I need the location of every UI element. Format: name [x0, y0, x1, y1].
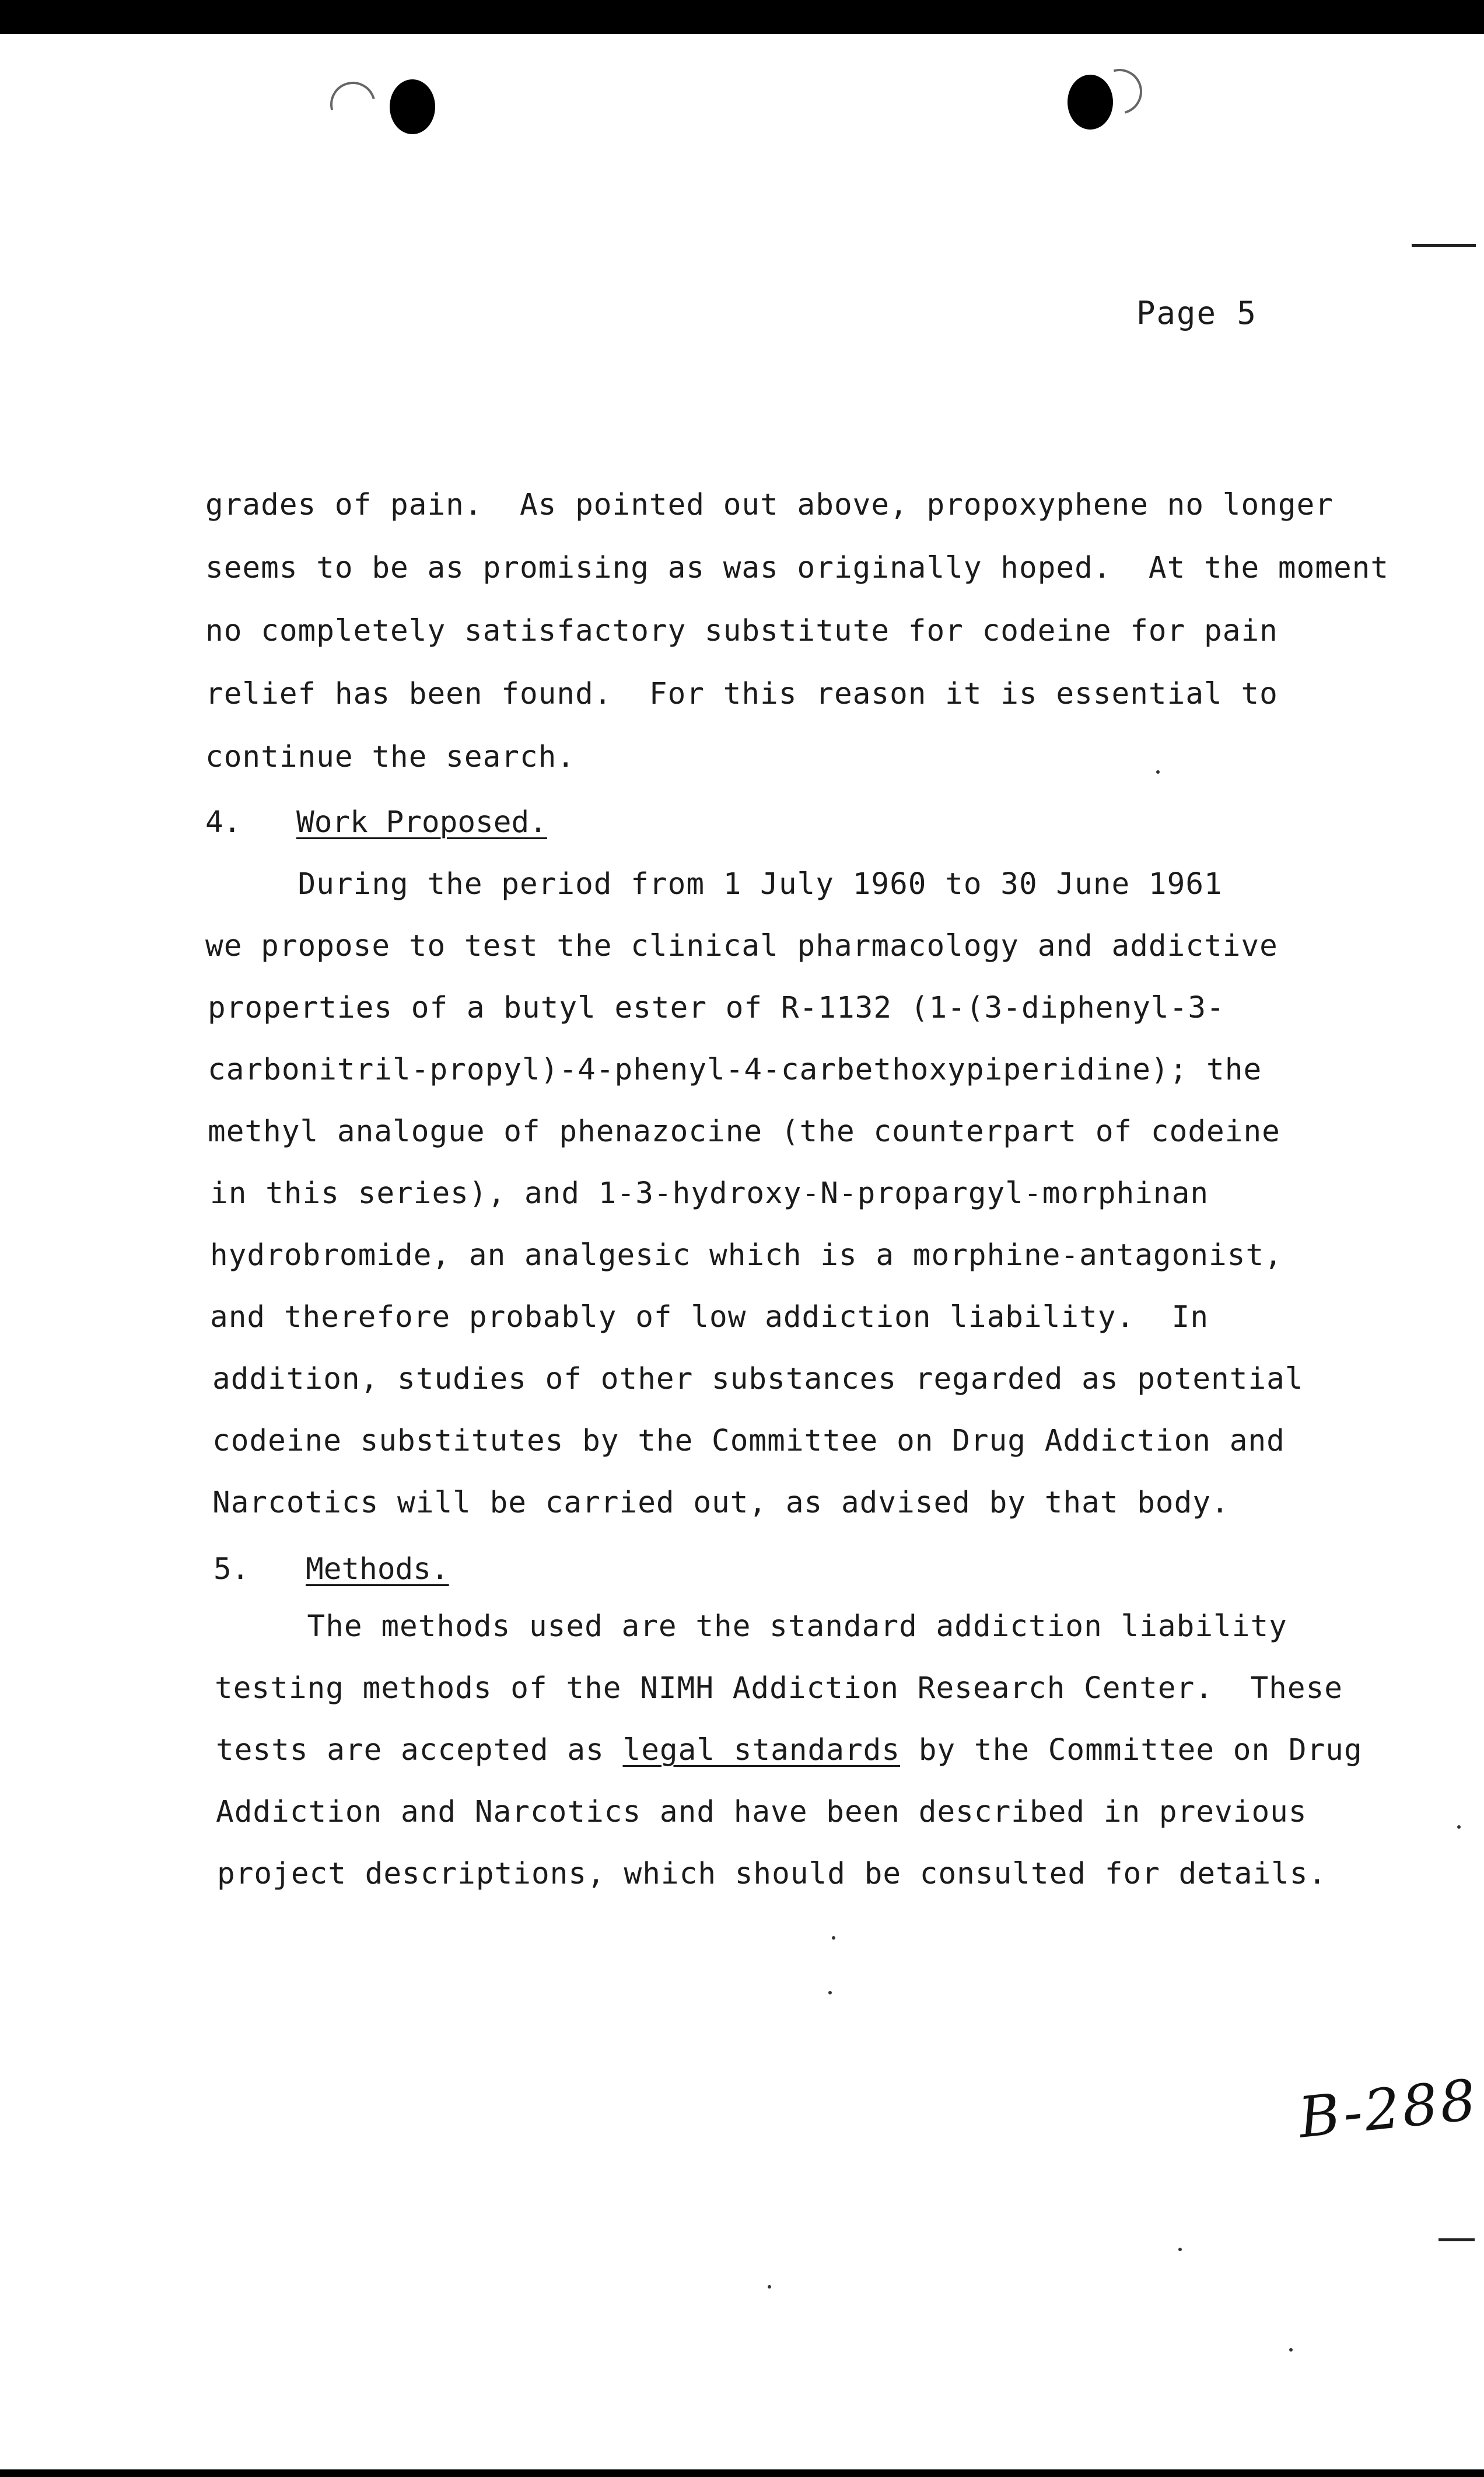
text-line: Addiction and Narcotics and have been described in previous	[216, 1795, 1307, 1829]
text-line: hydrobromide, an analgesic which is a morphine-antagonist,	[210, 1238, 1283, 1273]
section-title: Methods.	[306, 1552, 449, 1587]
text-line: Narcotics will be carried out, as advised by that body.	[212, 1486, 1230, 1520]
scan-speck	[1457, 1825, 1461, 1829]
scan-top-border	[0, 0, 1484, 34]
handwritten-document-code: B-288	[1295, 2067, 1482, 2151]
text-line: grades of pain. As pointed out above, propoxyphene no longer	[205, 488, 1334, 522]
scan-speck	[1178, 2248, 1182, 2251]
scan-speck	[832, 1936, 835, 1940]
edge-mark-bottom	[1438, 2238, 1475, 2241]
scan-speck	[1289, 2348, 1293, 2352]
text-line: and therefore probably of low addiction liability. In	[210, 1300, 1209, 1334]
text-line: continue the search.	[205, 740, 576, 774]
section-title: Work Proposed.	[296, 805, 547, 840]
section-number: 4.	[205, 805, 242, 840]
punch-hole-left	[390, 79, 435, 134]
text-run: tests are accepted as	[216, 1733, 623, 1767]
text-line	[216, 1735, 1363, 1765]
text-line: methyl analogue of phenazocine (the counterpart of codeine	[208, 1115, 1280, 1149]
underlined-phrase: legal standards	[622, 1733, 901, 1767]
section-number: 5.	[214, 1552, 250, 1587]
text-line: relief has been found. For this reason it is essential to	[205, 677, 1278, 711]
scan-speck	[1156, 770, 1160, 774]
text-line: seems to be as promising as was originally hoped. At the moment	[205, 551, 1390, 585]
text-line: During the period from 1 July 1960 to 30 June 1961	[205, 867, 1223, 902]
text-line: no completely satisfactory substitute for codeine for pain	[205, 614, 1278, 648]
text-run: by the Committee on Drug	[900, 1733, 1363, 1767]
scan-speck	[828, 1991, 832, 1994]
text-line: testing methods of the NIMH Addiction Research Center. These	[215, 1671, 1343, 1706]
text-line: carbonitril-propyl)-4-phenyl-4-carbethoxypiperidine); the	[208, 1053, 1262, 1087]
text-line: The methods used are the standard addiction liability	[215, 1609, 1287, 1644]
edge-mark-top	[1412, 244, 1476, 247]
text-line: codeine substitutes by the Committee on Drug Addiction and	[212, 1424, 1285, 1458]
text-line: project descriptions, which should be consulted for details.	[217, 1857, 1327, 1891]
scan-speck	[768, 2285, 771, 2289]
text-line: addition, studies of other substances regarded as potential	[212, 1362, 1304, 1396]
text-line: in this series), and 1-3-hydroxy-N-propargyl-morphinan	[210, 1176, 1209, 1211]
text-line: properties of a butyl ester of R-1132 (1-(3-diphenyl-3-	[208, 991, 1225, 1025]
punch-hole-shadow-left	[322, 74, 384, 136]
text-line: we propose to test the clinical pharmacology and addictive	[205, 929, 1278, 963]
page-number: Page 5	[1136, 295, 1258, 331]
scan-bottom-border	[0, 2469, 1484, 2477]
